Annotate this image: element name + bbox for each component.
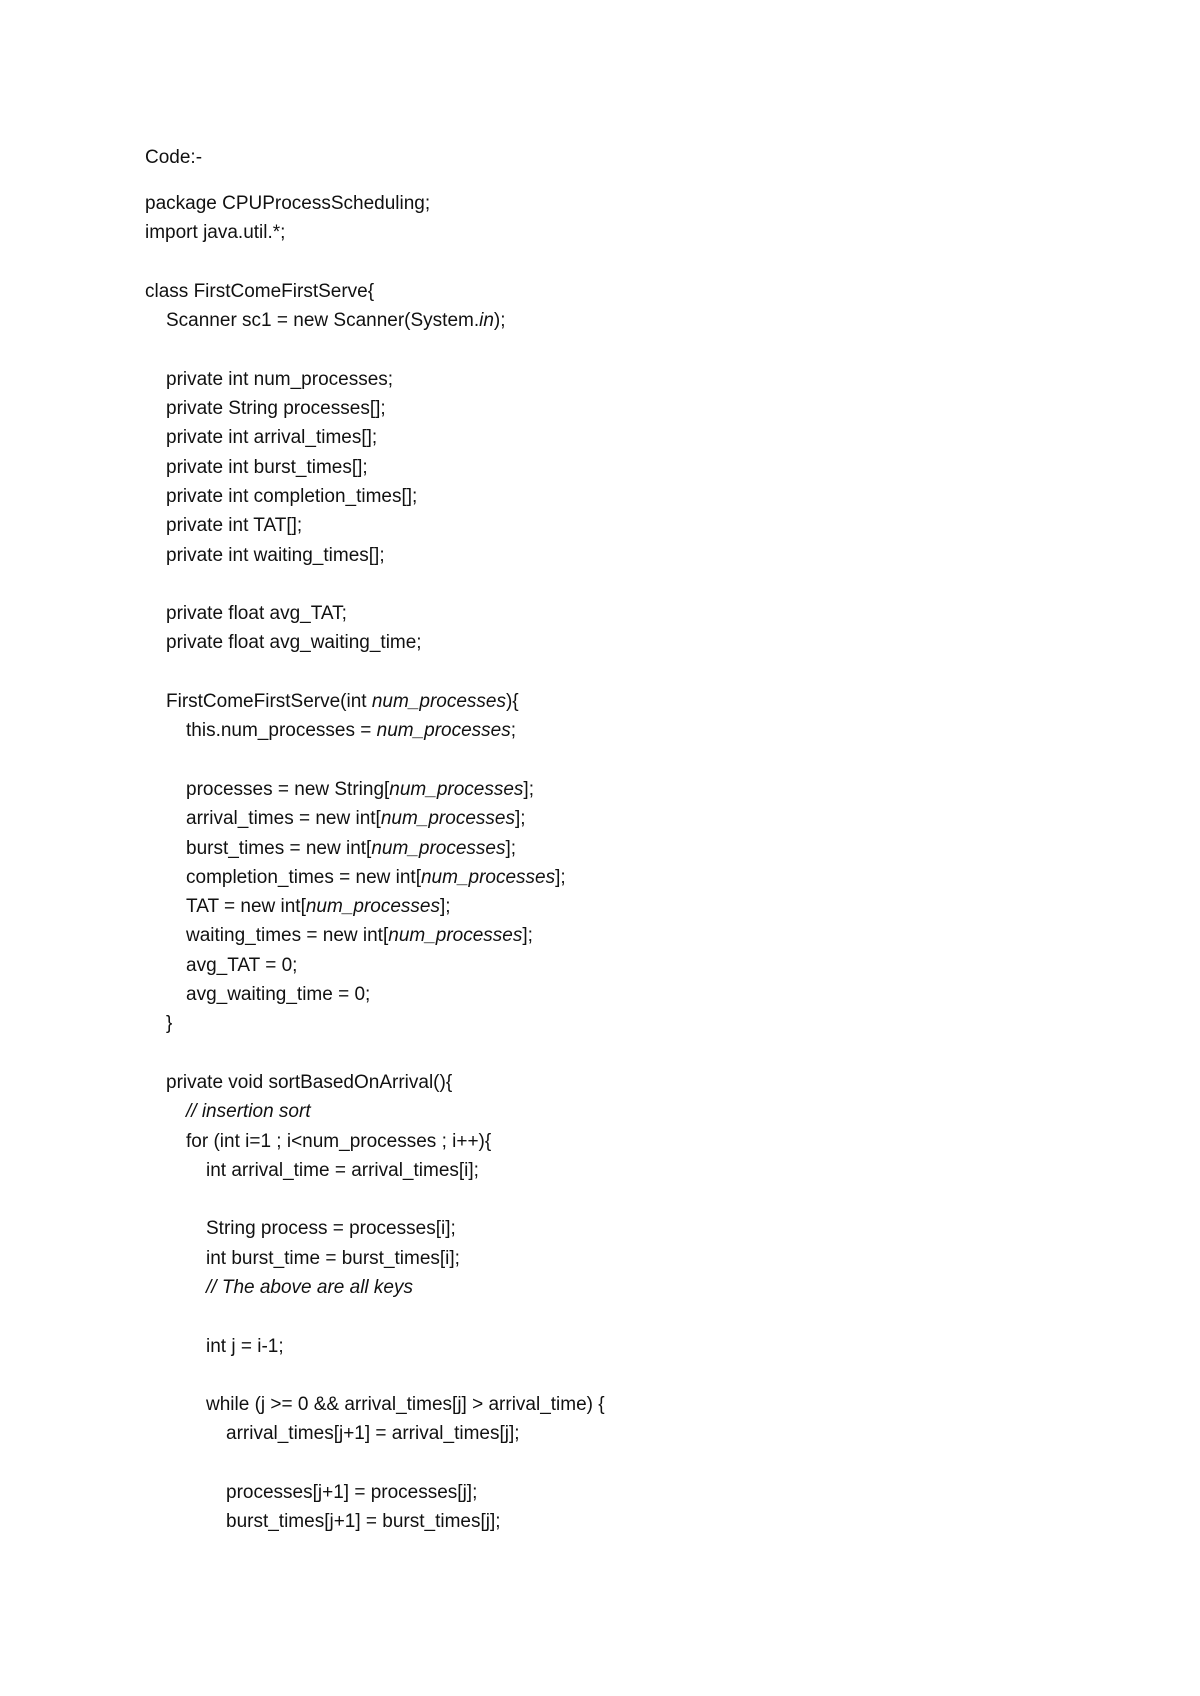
code-line-class-declaration: class FirstComeFirstServe{: [145, 280, 375, 302]
code-text: burst_times = new int[: [186, 837, 372, 859]
code-text: arrival_times = new int[: [186, 808, 381, 830]
code-text: ];: [523, 778, 534, 800]
code-line-blank: [145, 746, 1145, 775]
code-text: processes = new String[: [186, 778, 390, 800]
code-italic-text: num_processes: [388, 925, 523, 947]
code-line-statement: processes[j+1] = processes[j];: [226, 1482, 478, 1504]
code-line-while-loop: while (j >= 0 && arrival_times[j] > arrival_time) {: [206, 1394, 605, 1416]
code-line-statement: avg_waiting_time = 0;: [186, 984, 371, 1006]
code-line-statement: [145, 775, 1145, 804]
code-text: );: [493, 310, 506, 332]
code-line-field: private int arrival_times[];: [166, 427, 378, 449]
code-line-statement: avg_TAT = 0;: [186, 954, 298, 976]
code-italic-text: num_processes: [389, 778, 524, 800]
code-text: Scanner sc1 = new Scanner(System.: [166, 310, 480, 332]
code-line-blank: [145, 335, 1145, 364]
code-line-blank: [145, 658, 1145, 687]
code-line-comment: // insertion sort: [186, 1101, 311, 1123]
code-line-statement: [145, 921, 1145, 950]
code-italic-text: in: [479, 310, 494, 332]
code-text: ];: [555, 866, 566, 888]
code-text: ];: [505, 837, 517, 859]
code-line-for-loop: for (int i=1 ; i<num_processes ; i++){: [186, 1130, 492, 1152]
code-text: FirstComeFirstServe(int: [166, 691, 372, 713]
code-line-comment: // The above are all keys: [206, 1276, 413, 1298]
code-line-field: private int num_processes;: [166, 368, 394, 390]
code-line-blank: [145, 570, 1145, 599]
code-text: ){: [505, 691, 519, 713]
code-text: this.num_processes =: [186, 720, 377, 742]
code-line-statement: [145, 716, 1145, 745]
code-line-field: private int completion_times[];: [166, 485, 418, 507]
code-line-blank: [145, 1039, 1145, 1068]
code-line-field: private int TAT[];: [166, 515, 303, 537]
code-italic-text: num_processes: [376, 720, 511, 742]
code-text: waiting_times = new int[: [186, 925, 389, 947]
code-line-statement: int arrival_time = arrival_times[i];: [206, 1159, 479, 1181]
code-line-constructor: [145, 687, 1145, 716]
code-text: ];: [439, 896, 451, 918]
code-italic-text: num_processes: [371, 691, 506, 713]
code-text: ;: [510, 720, 517, 742]
code-italic-text: num_processes: [371, 837, 506, 859]
code-italic-text: num_processes: [380, 808, 515, 830]
code-line-blank: [145, 1449, 1145, 1478]
code-text: TAT = new int[: [186, 896, 306, 918]
code-line-closing-brace: }: [166, 1013, 173, 1035]
code-italic-text: num_processes: [305, 896, 440, 918]
code-line-field: private float avg_waiting_time;: [166, 632, 422, 654]
code-line-scanner: [145, 306, 1145, 335]
code-line-statement: String process = processes[i];: [206, 1218, 456, 1240]
code-listing: [145, 189, 1145, 1537]
code-line-field: private int burst_times[];: [166, 456, 368, 478]
code-line-statement: int burst_time = burst_times[i];: [206, 1247, 460, 1269]
code-line-statement: burst_times[j+1] = burst_times[j];: [226, 1511, 501, 1533]
code-text: ];: [522, 925, 533, 947]
code-line-blank: [145, 248, 1145, 277]
code-line-statement: arrival_times[j+1] = arrival_times[j];: [226, 1423, 520, 1445]
code-line-field: private float avg_TAT;: [166, 603, 347, 625]
code-line-statement: [145, 834, 1145, 863]
code-text: completion_times = new int[: [186, 866, 421, 888]
code-line-statement: [145, 892, 1145, 921]
code-line-package: package CPUProcessScheduling;: [145, 193, 431, 214]
code-line-method-declaration: private void sortBasedOnArrival(){: [166, 1071, 453, 1093]
code-line-import: import java.util.*;: [145, 222, 286, 244]
code-line-blank: [145, 1185, 1145, 1214]
code-line-statement: int j = i-1;: [206, 1335, 284, 1357]
code-line-field: private int waiting_times[];: [166, 544, 385, 566]
code-line-statement: [145, 863, 1145, 892]
section-heading: Code:-: [145, 147, 203, 168]
code-line-statement: [145, 804, 1145, 833]
code-text: ];: [514, 808, 526, 830]
code-line-blank: [145, 1302, 1145, 1331]
code-line-field: private String processes[];: [166, 398, 386, 420]
code-line-blank: [145, 1361, 1145, 1390]
code-italic-text: num_processes: [420, 866, 556, 888]
